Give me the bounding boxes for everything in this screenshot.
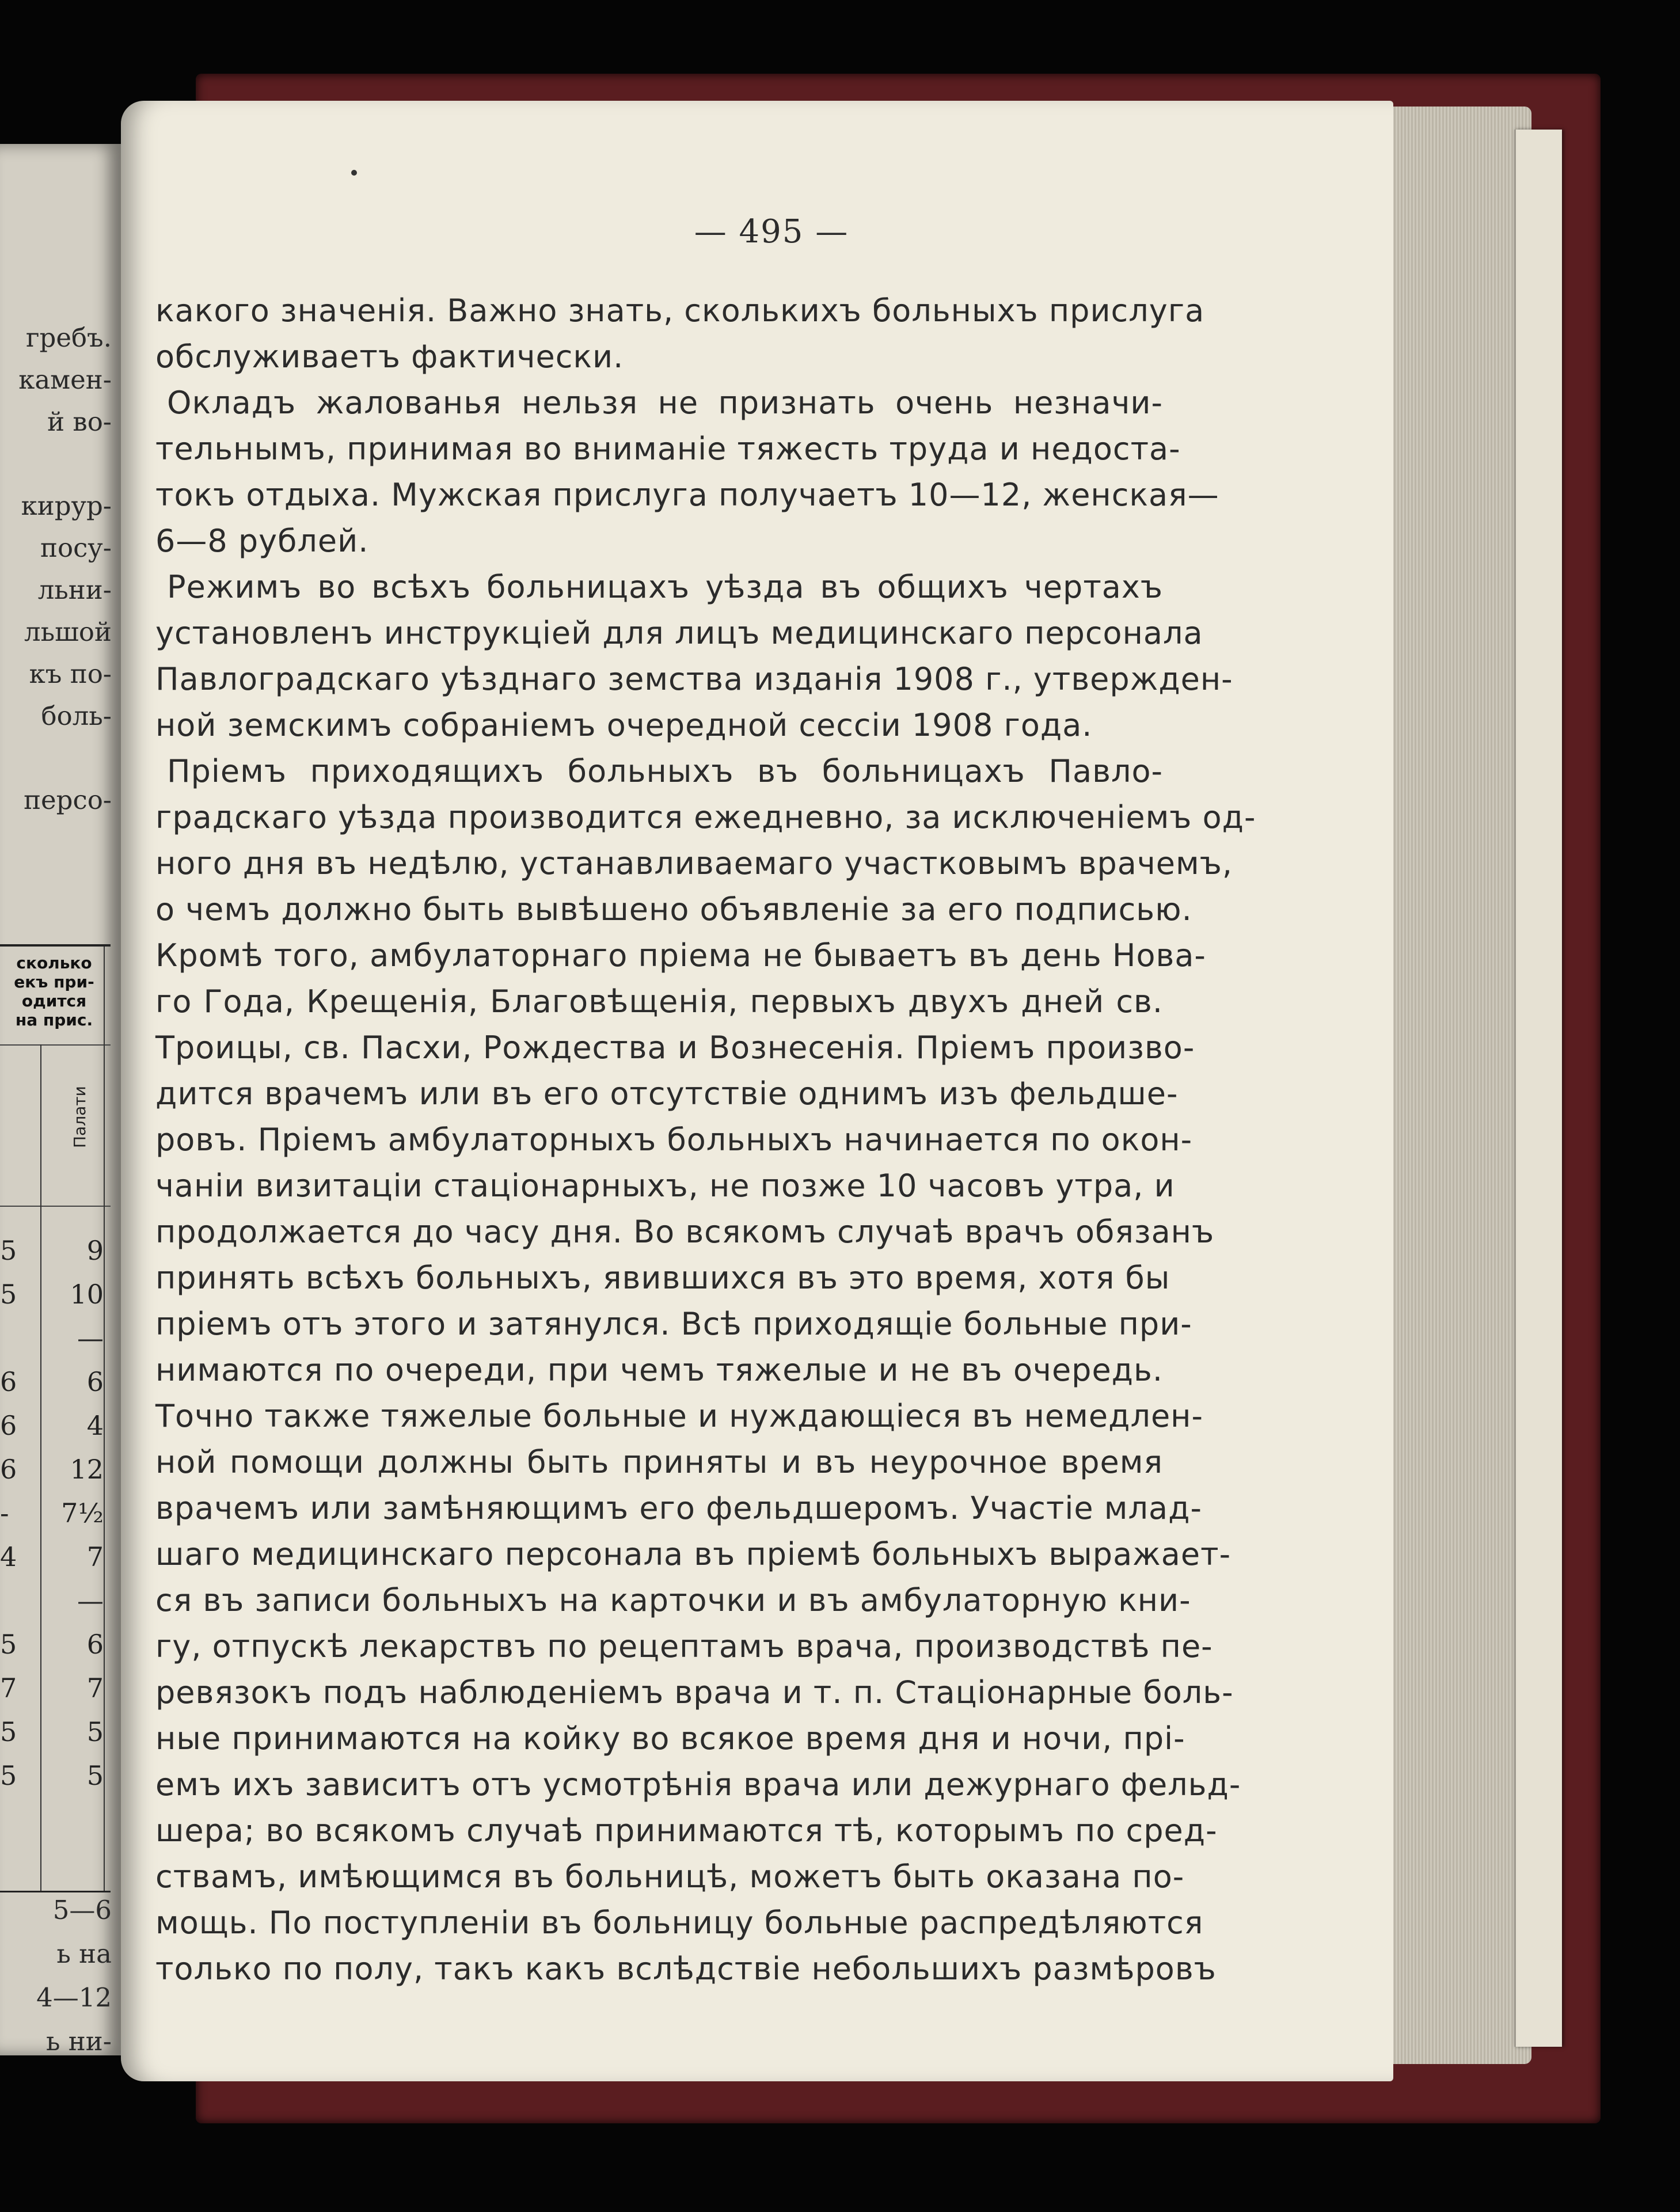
text-line: Кромѣ того, амбулаторнаго пріема не бываетъ въ день Нова- [155,937,1206,974]
table-cell: 10 [70,1279,104,1310]
left-line: й во- [47,406,112,437]
table-cell: 5 [0,1760,17,1791]
table-row [0,1666,104,1710]
table-row [0,1360,104,1404]
table-column-label: Палати [70,1086,89,1148]
table-cell [0,1316,9,1360]
text-line: Точно также тяжелые больные и нуждающіеся въ немедлен- [155,1398,1203,1434]
text-line: продолжается до часу дня. Во всякомъ случаѣ врачъ обязанъ [155,1214,1215,1250]
text-line: ревязокъ подъ наблюденіемъ врача и т. п. Стаціонарные боль- [155,1674,1234,1711]
table-cell: 5 [86,1760,104,1791]
table-row [0,1316,104,1360]
left-page [0,144,122,2055]
table-rule [0,1044,111,1046]
table-cell: 6 [0,1454,17,1485]
table-cell: 7 [0,1673,17,1704]
left-page-bottom-text [2,1888,112,2055]
text-line: 6—8 рублей. [155,523,369,559]
text-line: обслуживаетъ фактически. [155,339,624,375]
left-table [0,944,111,1892]
table-row [0,1710,104,1754]
text-line: шера; во всякомъ случаѣ принимаются тѣ, которымъ по сред- [155,1812,1218,1849]
text-line: чаніи визитаціи стаціонарныхъ, не позже 10 часовъ утра, и [155,1168,1175,1204]
text-line: нимаются по очереди, при чемъ тяжелые и не въ очередь. [155,1352,1163,1388]
left-line: камен- [18,364,112,395]
left-line: персо- [24,785,112,815]
left-line: кирур- [21,491,112,521]
text-line: емъ ихъ зависитъ отъ усмотрѣнія врача или дежурнаго фельд- [155,1766,1241,1803]
table-cell: 4 [86,1410,104,1441]
text-line: го Года, Крещенія, Благовѣщенія, первыхъ двухъ дней св. [155,983,1163,1020]
page-number: — 495 — [694,213,849,250]
left-line: посу- [40,533,112,563]
text-line: ровъ. Пріемъ амбулаторныхъ больныхъ начинается по окон- [155,1122,1193,1158]
text-line: только по полу, такъ какъ вслѣдствіе небольшихъ размѣровъ [155,1951,1217,1987]
table-cell: 7 [86,1673,104,1704]
text-line: Пріемъ приходящихъ больныхъ въ больницахъ Павло- [167,753,1163,789]
table-cell [0,1579,9,1622]
table-cell: — [77,1322,104,1354]
main-page [121,101,1393,2081]
left-page-text [2,317,112,821]
text-line: тельнымъ, принимая во вниманіе тяжесть труда и недоста- [155,431,1181,467]
table-header: сколько екъ при- одится на прис. [14,953,94,1029]
table-row [0,1491,104,1535]
text-line: мощь. По поступленіи въ больницу больные распредѣляются [155,1905,1204,1941]
table-rule [0,1206,111,1207]
text-line: ной помощи должны быть приняты и въ неурочное время [155,1444,1163,1480]
table-row [0,1272,104,1316]
text-line: Троицы, св. Пасхи, Рождества и Вознесенія. Пріемъ произво- [155,1029,1195,1066]
table-row [0,1229,104,1272]
table-row [0,1622,104,1666]
text-line: Окладъ жалованья нельзя не признать очень незначи- [167,385,1163,421]
text-line: Павлоградскаго уѣзднаго земства изданія 1908 г., утвержден- [155,661,1233,697]
table-cell: 9 [86,1235,104,1266]
page-edges [1382,107,1531,2064]
left-line [2,737,112,779]
text-line: ные принимаются на койку во всякое время дня и ночи, прі- [155,1720,1185,1757]
table-cell: 7½ [61,1498,104,1529]
table-cell: 4 [0,1541,17,1572]
table-cell: 12 [70,1454,104,1485]
text-line: ся въ записи больныхъ на карточки и въ амбулаторную кни- [155,1582,1191,1618]
table-cell: 5 [0,1716,17,1747]
text-line: ствамъ, имѣющимся въ больницѣ, можетъ быть оказана по- [155,1858,1185,1895]
left-line: гребъ. [25,322,112,353]
table-cell: 6 [86,1366,104,1397]
table-cell: 6 [0,1410,17,1441]
text-line: пріемъ отъ этого и затянулся. Всѣ приходящіе больные при- [155,1306,1192,1342]
text-line: врачемъ или замѣняющимъ его фельдшеромъ. Участіе млад- [155,1490,1202,1526]
table-row [0,1754,104,1797]
table-cell: 6 [0,1366,17,1397]
table-row [0,1579,104,1622]
left-line: льшой [24,617,112,647]
table-cell: 5 [0,1279,17,1310]
left-line: ь на [56,1939,112,1969]
left-line: 5—6 [52,1895,112,1925]
text-line: Режимъ во всѣхъ больницахъ уѣзда въ общихъ чертахъ [167,569,1163,605]
text-line: какого значенія. Важно знать, сколькихъ больныхъ прислуга [155,292,1205,329]
left-line [2,443,112,485]
table-cell: - [0,1498,9,1529]
left-line: ь ни- [46,2026,112,2055]
text-line: о чемъ должно быть вывѣшено объявленіе за его подписью. [155,891,1192,928]
text-line: шаго медицинскаго персонала въ пріемѣ больныхъ выражает- [155,1536,1232,1572]
text-line: дится врачемъ или въ его отсутствіе однимъ изъ фельдше- [155,1075,1179,1112]
table-column-rule [104,947,105,1891]
text-line: токъ отдыха. Мужская прислуга получаетъ 10—12, женская— [155,477,1219,513]
text-line: гу, отпускѣ лекарствъ по рецептамъ врача, производствѣ пе- [155,1628,1213,1664]
text-line: градскаго уѣзда производится ежедневно, за исключеніемъ од- [155,799,1256,835]
ink-dot [351,170,357,176]
table-cell: 5 [0,1629,17,1660]
table-cell: 5 [0,1235,17,1266]
text-line: принять всѣхъ больныхъ, явившихся въ это время, хотя бы [155,1260,1170,1296]
left-line: 4—12 [36,1982,112,2013]
table-cell: 5 [86,1716,104,1747]
left-line: къ по- [29,659,112,689]
table-row [0,1535,104,1579]
table-row [0,1447,104,1491]
loose-leaf [1514,130,1562,2047]
table-body [0,1229,104,1797]
text-line: установленъ инструкціей для лицъ медицинскаго персонала [155,615,1203,651]
table-cell: — [77,1585,104,1616]
text-line: ной земскимъ собраніемъ очередной сессіи 1908 года. [155,707,1093,743]
text-line: ного дня въ недѣлю, устанавливаемаго участковымъ врачемъ, [155,845,1233,881]
table-cell: 6 [86,1629,104,1660]
table-cell: 7 [86,1541,104,1572]
left-line: льни- [37,575,112,605]
table-row [0,1404,104,1447]
left-line: боль- [41,701,112,731]
